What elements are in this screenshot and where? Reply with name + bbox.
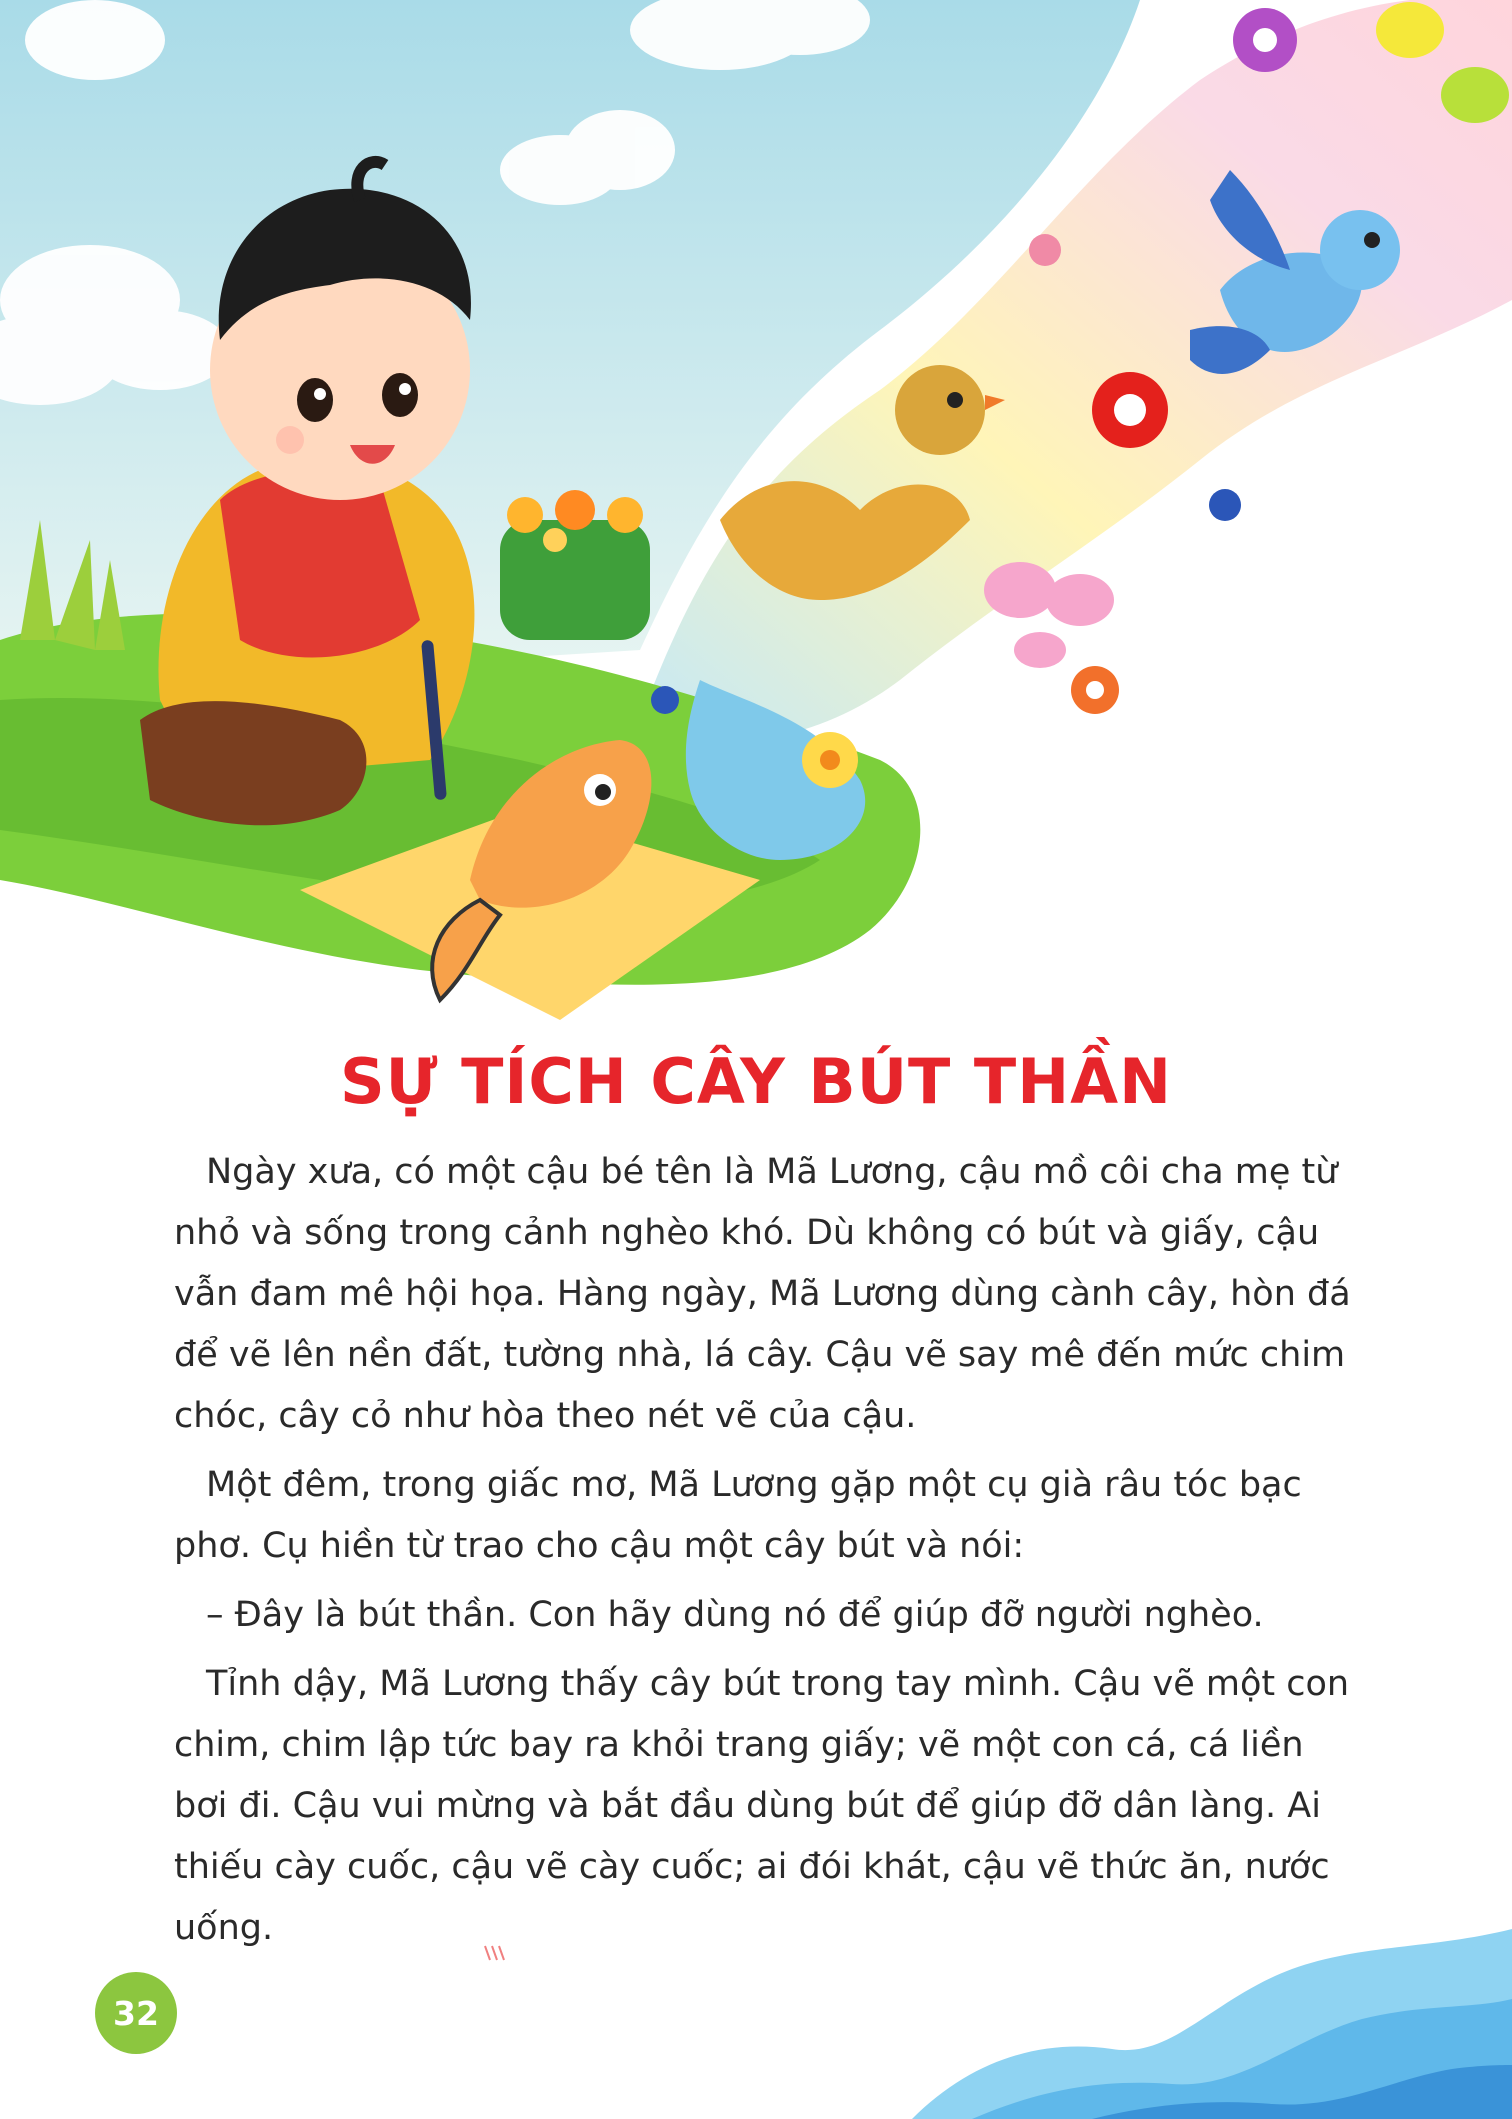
story-paragraph: Ngày xưa, có một cậu bé tên là Mã Lương, cậu mồ côi cha mẹ từ nhỏ và sống trong cảnh nghèo khó. Dù không có bút và giấy, cậu vẫn đam mê hội họa. Hàng ngày, Mã Lương dùng cành cây, hòn đá để vẽ lên nền đất, tường nhà, lá cây. Cậu vẽ say mê đến mức chim chóc, cây cỏ như hòa theo nét vẽ của cậu. xyxy=(174,1152,1351,1436)
story-paragraph: Tỉnh dậy, Mã Lương thấy cây bút trong tay mình. Cậu vẽ một con chim, chim lập tức bay ra khỏi trang giấy; vẽ một con cá, cá liền bơi đi. Cậu vui mừng và bắt đầu dùng bút để giúp đỡ dân làng. Ai thiếu cày cuốc, cậu vẽ cày cuốc; ai đói khát, cậu vẽ thức ăn, nước uống. xyxy=(174,1664,1350,1948)
page-number-badge xyxy=(95,1972,177,2054)
scribble-mark xyxy=(482,1942,512,1964)
story-dialog-line: – Đây là bút thần. Con hãy dùng nó để giúp đỡ người nghèo. xyxy=(206,1595,1264,1635)
story-paragraph: Một đêm, trong giấc mơ, Mã Lương gặp một cụ già râu tóc bạc phơ. Cụ hiền từ trao cho cậu một cây bút và nói: xyxy=(174,1465,1302,1566)
decorative-waves xyxy=(912,1889,1512,2119)
story-illustration xyxy=(0,0,1512,1040)
story-body xyxy=(174,1142,1354,1967)
story-title: SỰ TÍCH CÂY BÚT THẦN xyxy=(340,1045,1172,1118)
page-number: 32 xyxy=(113,1993,159,2033)
